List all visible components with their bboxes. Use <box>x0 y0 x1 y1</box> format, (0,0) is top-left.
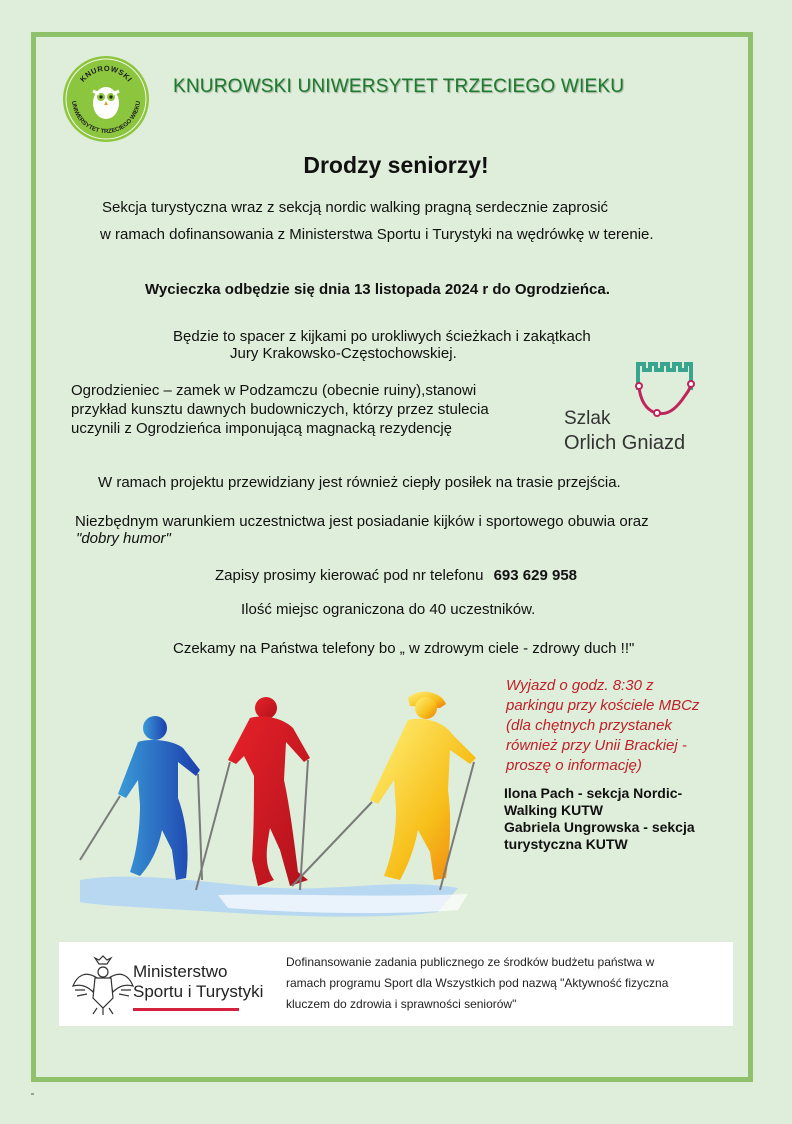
university-name: KNUROWSKI UNIWERSYTET TRZECIEGO WIEKU <box>173 76 625 97</box>
closing-line: Czekamy na Państwa telefony bo „ w zdrowym ciele - zdrowy duch !!" <box>173 640 635 657</box>
trip-info: Wycieczka odbędzie się dnia 13 listopada 2024 r do Ogrodzieńca. <box>145 281 610 298</box>
owl-icon <box>93 87 119 119</box>
departure-line-4: również przy Unii Brackiej - <box>506 737 687 754</box>
contact-line-4: turystyczna KUTW <box>504 836 628 852</box>
funding-note <box>286 952 726 1015</box>
departure-line-3: (dla chętnych przystanek <box>506 717 672 734</box>
contact-line-1: Ilona Pach - sekcja Nordic- <box>504 785 683 801</box>
ministry-name-line-2: Sportu i Turystyki <box>133 982 264 1001</box>
logo-text-top: KNUROWSKI <box>78 63 135 84</box>
meal-info: W ramach projektu przewidziany jest również ciepły posiłek na trasie przejścia. <box>98 474 621 491</box>
walk-line-2: Jury Krakowsko-Częstochowskiej. <box>230 345 457 362</box>
requirement-line-1: Niezbędnym warunkiem uczestnictwa jest posiadanie kijków i sportowego obuwia oraz <box>75 513 649 530</box>
funding-line-2: ramach programu Sport dla Wszystkich pod nazwą "Aktywność fizyczna <box>286 976 669 990</box>
departure-line-1: Wyjazd o godz. 8:30 z <box>506 677 654 694</box>
participant-limit: Ilość miejsc ograniczona do 40 uczestników. <box>241 601 536 618</box>
signup-info <box>0 565 792 587</box>
trail-logo-line-1: Szlak <box>564 408 611 429</box>
funding-line-1: Dofinansowanie zadania publicznego ze środków budżetu państwa w <box>286 955 655 969</box>
intro-line-2: w ramach dofinansowania z Ministerstwa Sportu i Turystyki na wędrówkę w terenie. <box>100 226 654 243</box>
castle-line-2: przykład kunsztu dawnych budowniczych, którzy przez stulecia <box>71 401 489 418</box>
szlak-orlich-gniazd-logo <box>560 360 720 460</box>
route-icon <box>636 381 694 416</box>
university-logo <box>62 55 150 143</box>
contact-line-3: Gabriela Ungrowska - sekcja <box>504 819 695 835</box>
requirement-line-2: "dobry humor" <box>76 530 171 547</box>
blue-walker <box>80 716 202 880</box>
castle-tower-icon <box>638 364 691 390</box>
signup-text: Zapisy prosimy kierować pod nr telefonu <box>214 567 488 584</box>
ministry-red-line <box>133 1008 239 1011</box>
castle-line-3: uczynili z Ogrodzieńca imponującą magnacką rezydencję <box>71 420 453 437</box>
page-title: Drodzy seniorzy! <box>303 152 489 178</box>
phone-number: 693 629 958 <box>493 567 578 584</box>
white-eagle-icon <box>73 956 133 1015</box>
departure-line-5: proszę o informację) <box>506 757 642 774</box>
yellow-walker <box>292 692 476 890</box>
trail-logo-line-2: Orlich Gniazd <box>564 432 686 454</box>
red-walker <box>196 697 310 890</box>
funding-line-3: kluczem do zdrowia i sprawności seniorów" <box>286 997 517 1011</box>
departure-info <box>506 676 699 776</box>
contact-line-2: Walking KUTW <box>504 802 604 818</box>
castle-line-1: Ogrodzieniec – zamek w Podzamczu (obecnie ruiny),stanowi <box>71 382 477 399</box>
walk-line-1: Będzie to spacer z kijkami po urokliwych ścieżkach i zakątkach <box>173 328 591 345</box>
ministry-logo <box>59 942 281 1026</box>
nordic-walkers-illustration <box>78 680 498 925</box>
departure-line-2: parkingu przy kościele MBCz <box>506 697 700 714</box>
ministry-name-line-1: Ministerstwo <box>133 962 228 981</box>
contacts <box>504 785 695 853</box>
page-mark <box>31 1093 34 1095</box>
intro-line-1: Sekcja turystyczna wraz z sekcją nordic walking pragną serdecznie zaprosić <box>102 199 609 216</box>
ground-shadow <box>80 877 468 917</box>
logo-text-bottom: UNIWERSYTET TRZECIEGO WIEKU <box>70 100 142 136</box>
